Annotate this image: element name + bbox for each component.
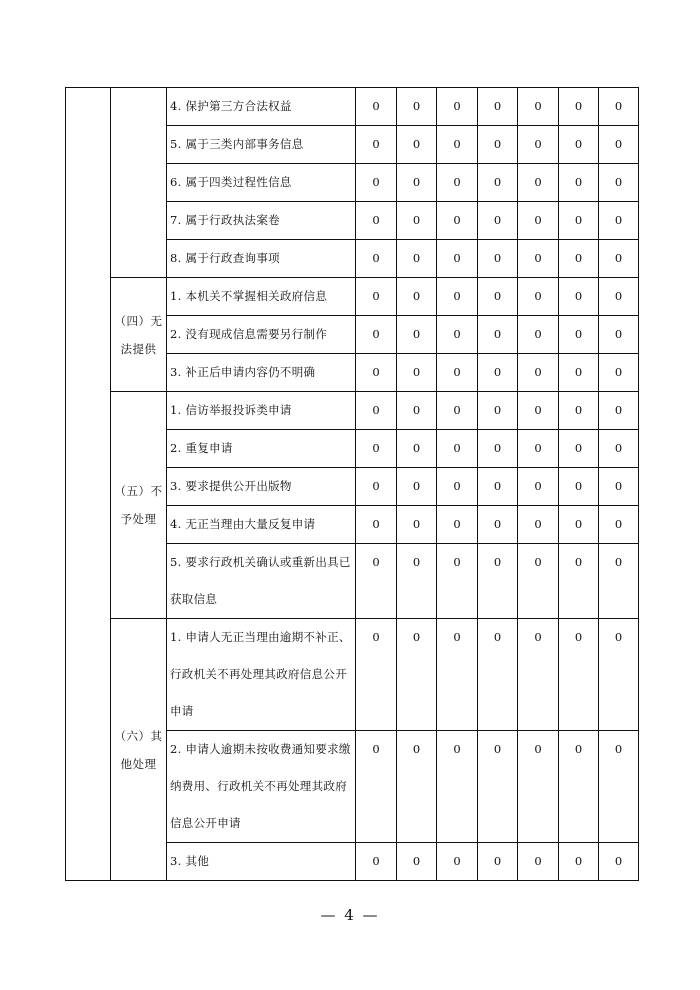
value-cell: 0 [518, 278, 559, 316]
value-cell: 0 [478, 392, 518, 430]
value-cell: 0 [599, 278, 639, 316]
value-cell: 0 [559, 88, 599, 126]
value-cell: 0 [559, 468, 599, 506]
value-cell: 0 [559, 506, 599, 544]
value-cell: 0 [559, 316, 599, 354]
value-cell: 0 [559, 619, 599, 731]
value-cell: 0 [397, 619, 437, 731]
value-cell: 0 [559, 278, 599, 316]
outer-category-cell [66, 88, 111, 881]
table-row [66, 619, 639, 731]
value-cell: 0 [518, 731, 559, 843]
value-cell: 0 [518, 506, 559, 544]
value-cell: 0 [559, 843, 599, 881]
row-label: 2. 申请人逾期未按收费通知要求缴纳费用、行政机关不再处理其政府信息公开申请 [167, 731, 356, 843]
value-cell: 0 [478, 202, 518, 240]
value-cell: 0 [559, 126, 599, 164]
value-cell: 0 [356, 126, 397, 164]
value-cell: 0 [437, 843, 478, 881]
value-cell: 0 [437, 202, 478, 240]
value-cell: 0 [397, 354, 437, 392]
value-cell: 0 [437, 126, 478, 164]
value-cell: 0 [356, 202, 397, 240]
value-cell: 0 [356, 354, 397, 392]
value-cell: 0 [437, 506, 478, 544]
value-cell: 0 [397, 430, 437, 468]
page-number: — 4 — [320, 906, 380, 924]
value-cell: 0 [518, 430, 559, 468]
value-cell: 0 [559, 731, 599, 843]
value-cell: 0 [437, 88, 478, 126]
value-cell: 0 [397, 843, 437, 881]
row-label: 2. 没有现成信息需要另行制作 [167, 316, 356, 354]
value-cell: 0 [599, 619, 639, 731]
value-cell: 0 [356, 392, 397, 430]
row-label: 1. 信访举报投诉类申请 [167, 392, 356, 430]
value-cell: 0 [559, 392, 599, 430]
table-row [66, 392, 639, 430]
value-cell: 0 [356, 468, 397, 506]
value-cell: 0 [518, 202, 559, 240]
value-cell: 0 [599, 544, 639, 619]
value-cell: 0 [397, 316, 437, 354]
value-cell: 0 [559, 164, 599, 202]
value-cell: 0 [518, 843, 559, 881]
value-cell: 0 [518, 619, 559, 731]
value-cell: 0 [478, 354, 518, 392]
value-cell: 0 [437, 430, 478, 468]
value-cell: 0 [437, 164, 478, 202]
value-cell: 0 [559, 240, 599, 278]
value-cell: 0 [437, 354, 478, 392]
value-cell: 0 [437, 240, 478, 278]
value-cell: 0 [397, 164, 437, 202]
value-cell: 0 [518, 164, 559, 202]
value-cell: 0 [518, 316, 559, 354]
value-cell: 0 [599, 506, 639, 544]
value-cell: 0 [397, 202, 437, 240]
value-cell: 0 [478, 126, 518, 164]
data-table [65, 87, 639, 881]
value-cell: 0 [599, 430, 639, 468]
value-cell: 0 [356, 240, 397, 278]
value-cell: 0 [518, 392, 559, 430]
value-cell: 0 [599, 164, 639, 202]
value-cell: 0 [478, 619, 518, 731]
value-cell: 0 [518, 126, 559, 164]
value-cell: 0 [397, 506, 437, 544]
value-cell: 0 [437, 731, 478, 843]
value-cell: 0 [599, 354, 639, 392]
value-cell: 0 [397, 126, 437, 164]
value-cell: 0 [356, 88, 397, 126]
row-label: 1. 本机关不掌握相关政府信息 [167, 278, 356, 316]
category-cell: （五）不予处理 [111, 392, 167, 619]
value-cell: 0 [478, 468, 518, 506]
row-label: 7. 属于行政执法案卷 [167, 202, 356, 240]
value-cell: 0 [478, 278, 518, 316]
value-cell: 0 [397, 88, 437, 126]
row-label: 3. 补正后申请内容仍不明确 [167, 354, 356, 392]
value-cell: 0 [356, 843, 397, 881]
row-label: 4. 无正当理由大量反复申请 [167, 506, 356, 544]
row-label: 2. 重复申请 [167, 430, 356, 468]
value-cell: 0 [356, 430, 397, 468]
value-cell: 0 [397, 468, 437, 506]
value-cell: 0 [437, 619, 478, 731]
row-label: 1. 申请人无正当理由逾期不补正、行政机关不再处理其政府信息公开申请 [167, 619, 356, 731]
value-cell: 0 [478, 506, 518, 544]
value-cell: 0 [478, 164, 518, 202]
value-cell: 0 [518, 544, 559, 619]
value-cell: 0 [518, 354, 559, 392]
value-cell: 0 [356, 544, 397, 619]
row-label: 5. 要求行政机关确认或重新出具已获取信息 [167, 544, 356, 619]
value-cell: 0 [478, 240, 518, 278]
value-cell: 0 [478, 88, 518, 126]
value-cell: 0 [599, 392, 639, 430]
value-cell: 0 [559, 202, 599, 240]
row-label: 6. 属于四类过程性信息 [167, 164, 356, 202]
table-row [66, 278, 639, 316]
value-cell: 0 [437, 468, 478, 506]
value-cell: 0 [518, 240, 559, 278]
category-cell: （四）无法提供 [111, 278, 167, 392]
value-cell: 0 [437, 316, 478, 354]
value-cell: 0 [356, 506, 397, 544]
value-cell: 0 [478, 731, 518, 843]
value-cell: 0 [478, 316, 518, 354]
value-cell: 0 [397, 278, 437, 316]
value-cell: 0 [356, 316, 397, 354]
value-cell: 0 [599, 126, 639, 164]
value-cell: 0 [599, 843, 639, 881]
value-cell: 0 [599, 731, 639, 843]
value-cell: 0 [599, 88, 639, 126]
value-cell: 0 [478, 430, 518, 468]
value-cell: 0 [478, 843, 518, 881]
value-cell: 0 [599, 468, 639, 506]
row-label: 3. 要求提供公开出版物 [167, 468, 356, 506]
value-cell: 0 [356, 164, 397, 202]
row-label: 4. 保护第三方合法权益 [167, 88, 356, 126]
value-cell: 0 [518, 468, 559, 506]
value-cell: 0 [397, 731, 437, 843]
value-cell: 0 [397, 544, 437, 619]
row-label: 3. 其他 [167, 843, 356, 881]
value-cell: 0 [437, 392, 478, 430]
row-label: 5. 属于三类内部事务信息 [167, 126, 356, 164]
value-cell: 0 [599, 316, 639, 354]
value-cell: 0 [559, 430, 599, 468]
value-cell: 0 [437, 544, 478, 619]
value-cell: 0 [559, 544, 599, 619]
table-row [66, 88, 639, 126]
value-cell: 0 [437, 278, 478, 316]
value-cell: 0 [397, 392, 437, 430]
value-cell: 0 [599, 240, 639, 278]
value-cell: 0 [397, 240, 437, 278]
row-label: 8. 属于行政查询事项 [167, 240, 356, 278]
value-cell: 0 [356, 731, 397, 843]
value-cell: 0 [356, 619, 397, 731]
category-cell [111, 88, 167, 278]
value-cell: 0 [518, 88, 559, 126]
value-cell: 0 [599, 202, 639, 240]
value-cell: 0 [559, 354, 599, 392]
category-cell: （六）其他处理 [111, 619, 167, 881]
value-cell: 0 [356, 278, 397, 316]
value-cell: 0 [478, 544, 518, 619]
